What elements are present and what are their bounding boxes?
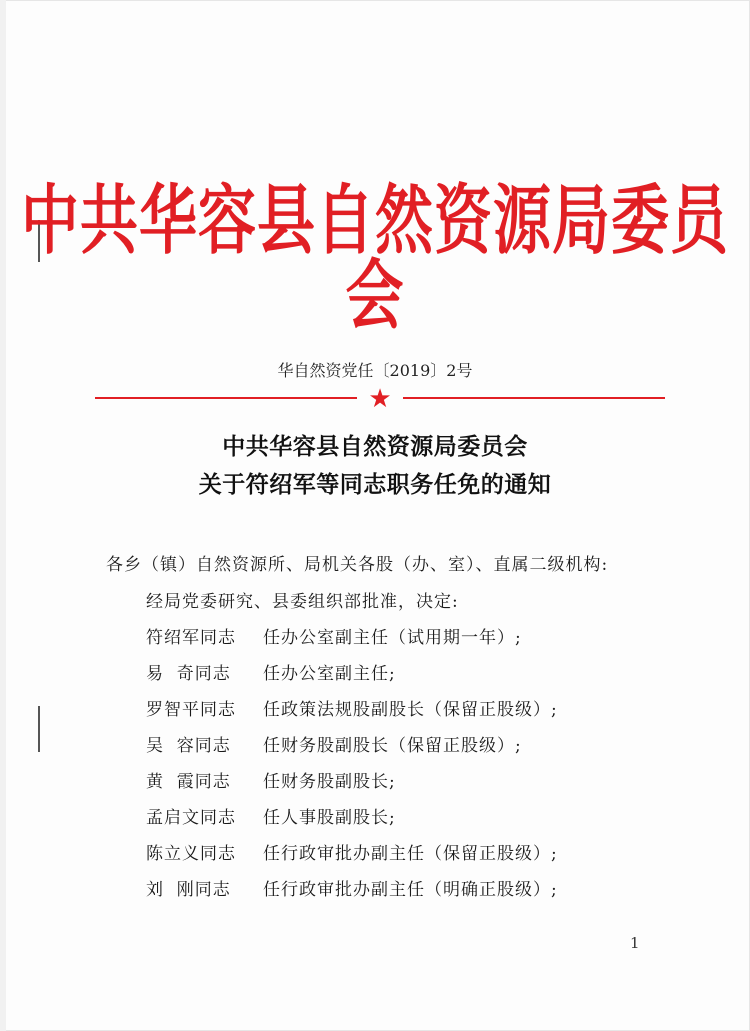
- appointment-duty: 任财务股副股长（保留正股级）;: [263, 736, 522, 756]
- separator-line-right: [403, 397, 665, 399]
- appointment-duty: 任政策法规股副股长（保留正股级）;: [263, 700, 558, 720]
- appointee-name: 黄 霞同志: [146, 772, 231, 792]
- separator-line-left: [95, 397, 357, 399]
- intro-paragraph: 经局党委研究、县委组织部批准，决定:: [146, 592, 459, 612]
- appointment-duty: 任办公室副主任;: [263, 664, 396, 684]
- appointee-name: 符绍军同志: [146, 628, 236, 648]
- appointee-name: 罗智平同志: [146, 700, 236, 720]
- red-separator: [95, 386, 665, 412]
- page-edge: [0, 0, 6, 1031]
- appointee-name: 孟启文同志: [146, 808, 236, 828]
- appointment-duty: 任财务股副股长;: [263, 772, 396, 792]
- document-number: 华自然资党任〔2019〕2号: [277, 361, 473, 380]
- notice-title-line1: 中共华容县自然资源局委员会: [222, 433, 528, 460]
- appointee-name: 陈立义同志: [146, 844, 236, 864]
- binding-mark: [38, 706, 40, 752]
- appointee-name: 易 奇同志: [146, 664, 231, 684]
- page-number: 1: [630, 934, 640, 952]
- appointment-duty: 任行政审批办副主任（明确正股级）;: [263, 880, 558, 900]
- appointment-duty: 任办公室副主任（试用期一年）;: [263, 628, 522, 648]
- appointee-name: 刘 刚同志: [146, 880, 231, 900]
- appointee-name: 吴 容同志: [146, 736, 231, 756]
- org-header-title: 中共华容县自然资源局委员会: [20, 176, 729, 340]
- addressee: 各乡（镇）自然资源所、局机关各股（办、室）、直属二级机构:: [106, 555, 609, 575]
- notice-title-line2: 关于符绍军等同志职务任免的通知: [198, 471, 552, 498]
- appointment-duty: 任行政审批办副主任（保留正股级）;: [263, 844, 558, 864]
- star-icon: ★: [368, 384, 392, 414]
- appointment-duty: 任人事股副股长;: [263, 808, 396, 828]
